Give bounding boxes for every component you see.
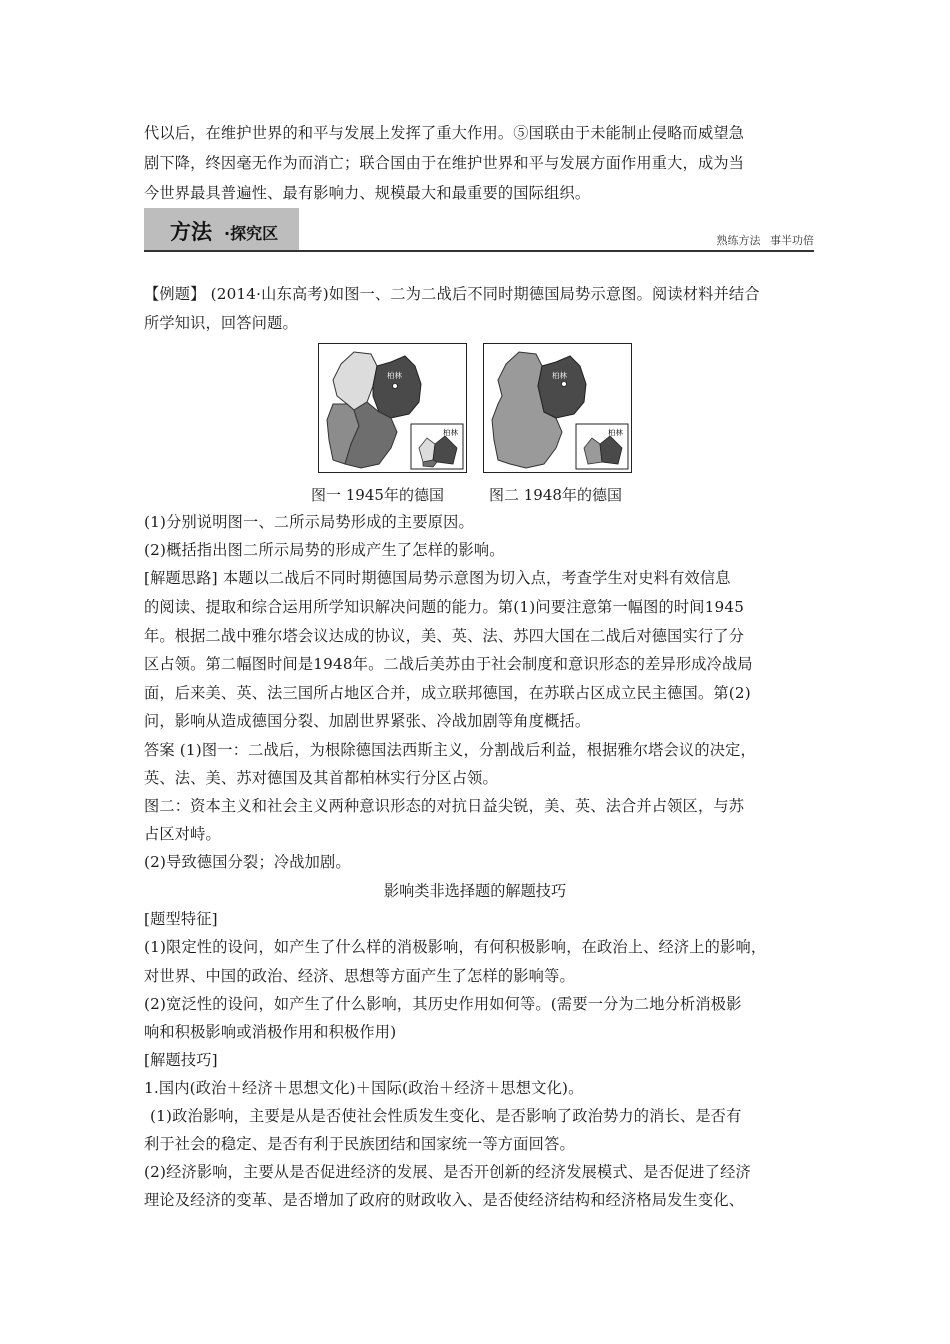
features-line: (2)宽泛性的设问，如产生了什么影响，其历史作用如何等。(需要一分为二地分析消极影 [144,995,742,1013]
paragraph-line: 今世界最具普遍性、最有影响力、规模最大和最重要的国际组织。 [144,184,591,202]
banner-subtitle: ·探究区 [224,224,279,243]
figure-caption-2: 图二 1948年的德国 [489,486,622,504]
inset-berlin-label: 柏林 [443,428,458,437]
features-line: [题型特征] [144,910,218,928]
analysis-line: 的阅读、提取和综合运用所学知识解决问题的能力。第(1)问要注意第一幅图的时间1945 [144,598,745,616]
answer-line: 英、法、美、苏对德国及其首都柏林实行分区占领。 [144,769,498,787]
analysis-line: 年。根据二战中雅尔塔会议达成的协议，美、英、法、苏四大国在二战后对德国实行了分 [144,627,745,645]
berlin-label: 柏林 [552,371,567,380]
skills-line: (1)政治影响，主要是从是否使社会性质发生变化、是否影响了政治势力的消长、是否有 [150,1107,742,1125]
analysis-line: [解题思路] 本题以二战后不同时期德国局势示意图为切入点，考查学生对史料有效信息 [144,569,731,587]
question: (2)概括指出图二所示局势的形成产生了怎样的影响。 [144,541,505,559]
skills-line: [解题技巧] [144,1051,218,1069]
berlin-label: 柏林 [387,371,402,380]
section-title: 影响类非选择题的解题技巧 [383,882,567,900]
germany-1948-map [484,344,631,472]
example-intro: 所学知识，回答问题。 [144,314,298,332]
map-1948 [483,343,632,473]
banner-slogan: 熟练方法 事半功倍 [716,234,814,247]
features-line: 响和积极影响或消极作用和积极作用) [144,1023,397,1041]
inset-berlin-label: 柏林 [608,428,623,437]
example-intro: 【例题】 (2014·山东高考)如图一、二为二战后不同时期德国局势示意图。阅读材料并结合 [144,285,760,303]
paragraph-line: 剧下降，终因毫无作为而消亡；联合国由于在维护世界和平与发展方面作用重大，成为当 [144,154,745,172]
features-line: 对世界、中国的政治、经济、思想等方面产生了怎样的影响等。 [144,967,575,985]
banner-rule [144,250,814,252]
figure-caption-1: 图一 1945年的德国 [311,486,444,504]
map-1945 [318,343,467,473]
features-line: (1)限定性的设问，如产生了什么样的消极影响，有何积极影响，在政治上、经济上的影响， [144,938,767,956]
british-zone [333,352,377,410]
skills-line: 利于社会的稳定、是否有利于民族团结和国家统一等方面回答。 [144,1135,575,1153]
section-banner [144,208,814,252]
skills-line: 1.国内(政治＋经济＋思想文化)＋国际(政治＋经济＋思想文化)。 [144,1079,584,1097]
berlin-marker-icon [393,384,398,389]
analysis-line: 面，后来美、英、法三国所占地区合并，成立联邦德国，在苏联占区成立民主德国。第(2) [144,684,751,702]
analysis-line: 区占领。第二幅图时间是1948年。二战后美苏由于社会制度和意识形态的差异形成冷战局 [144,655,753,673]
berlin-marker-icon [562,382,567,387]
question: (1)分别说明图一、二所示局势形成的主要原因。 [144,513,474,531]
answer-line: 占区对峙。 [144,825,221,843]
germany-1945-map [319,344,466,472]
analysis-line: 问，影响从造成德国分裂、加剧世界紧张、冷战加剧等角度概括。 [144,712,591,730]
answer-line: 图二：资本主义和社会主义两种意识形态的对抗日益尖锐，美、英、法合并占领区，与苏 [144,797,745,815]
skills-line: (2)经济影响，主要从是否促进经济的发展、是否开创新的经济发展模式、是否促进了经济 [144,1163,751,1181]
answer-line: (2)导致德国分裂；冷战加剧。 [144,853,351,871]
banner-title: 方法 [170,220,212,244]
soviet-zone [538,356,586,418]
answer-line: 答案 (1)图一：二战后，为根除德国法西斯主义，分割战后利益，根据雅尔塔会议的决定， [144,741,756,759]
paragraph-line: 代以后，在维护世界的和平与发展上发挥了重大作用。⑤国联由于未能制止侵略而威望急 [144,124,745,142]
skills-line: 理论及经济的变革、是否增加了政府的财政收入、是否使经济结构和经济格局发生变化、 [144,1191,745,1209]
